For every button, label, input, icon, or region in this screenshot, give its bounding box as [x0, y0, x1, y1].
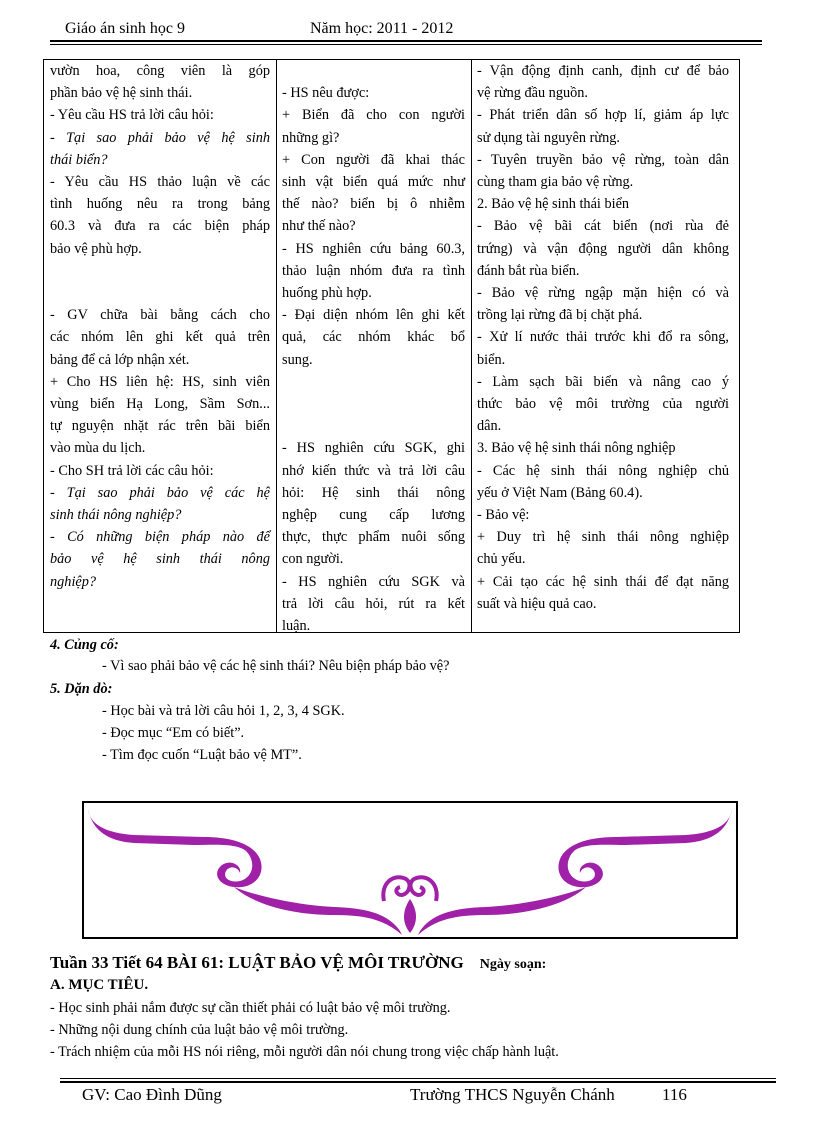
- table-line: biển.: [477, 351, 506, 368]
- column-divider: [471, 60, 472, 632]
- table-line: quả, các nhóm khác bổ: [282, 329, 465, 346]
- next-lesson-heading: [50, 953, 546, 973]
- teacher-activities-column: [50, 60, 270, 593]
- table-line: trồng lại rừng đã bị chặt phá.: [477, 307, 643, 324]
- table-line: những gì?: [282, 129, 340, 146]
- homework-title: 5. Dặn dò:: [50, 681, 113, 697]
- objectives-title: A. MỤC TIÊU.: [50, 977, 149, 993]
- table-line: - Bảo vệ bãi cát biển (nơi rùa đẻ: [477, 218, 729, 235]
- table-line: trả lời câu hỏi, rút ra kết: [282, 595, 465, 612]
- header-school-year: Năm học: 2011 - 2012: [310, 20, 454, 37]
- table-line: - Bảo vệ rừng ngập mặn hiện có và: [477, 285, 729, 302]
- consolidation-question: - Vì sao phải bảo vệ các hệ sinh thái? Nêu biện pháp bảo vệ?: [102, 658, 450, 674]
- table-line: suất và hiệu quả cao.: [477, 595, 597, 612]
- table-line: huống phù hợp.: [282, 285, 372, 302]
- table-line: - HS nêu được:: [282, 85, 370, 102]
- table-line: 60.3 và đưa ra các biện pháp: [50, 218, 270, 235]
- table-line: bảo vệ hệ sinh thái nông: [50, 551, 270, 568]
- content-column: [477, 60, 729, 615]
- table-line: hỏi: Hệ sinh thái nông: [282, 484, 465, 501]
- table-line: - Bảo vệ:: [477, 507, 530, 524]
- table-line: thái biển?: [50, 151, 108, 168]
- table-line: như thế nào?: [282, 218, 356, 235]
- table-line: bảng để cả lớp nhận xét.: [50, 351, 190, 368]
- table-line: - HS nghiên cứu bảng 60.3,: [282, 240, 465, 257]
- table-line: con người.: [282, 551, 344, 568]
- table-line: - Yêu cầu HS thảo luận về các: [50, 174, 270, 191]
- table-line: [50, 282, 270, 304]
- table-line: [50, 260, 270, 282]
- table-line: sinh vật biển quá mức như: [282, 174, 465, 190]
- table-line: vườn hoa, công viên là góp: [50, 63, 270, 79]
- table-line: nhớ kiến thức và trả lời câu: [282, 462, 465, 479]
- table-line: - Tại sao phải bảo vệ hệ sinh: [50, 129, 270, 146]
- table-line: + Biển đã cho con người: [282, 107, 465, 124]
- ornament-flourish: [84, 803, 736, 937]
- table-line: sử dụng tài nguyên rừng.: [477, 129, 620, 146]
- table-line: thực, thực phẩm nuôi sống: [282, 529, 465, 546]
- table-line: tự nguyện nhặt rác trên bãi biển: [50, 418, 270, 435]
- table-line: vào mùa du lịch.: [50, 440, 146, 457]
- table-line: - Phát triển dân số hợp lí, giảm áp lực: [477, 107, 729, 124]
- homework-item: - Đọc mục “Em có biết”.: [102, 725, 245, 741]
- table-line: - Các hệ sinh thái nông nghiệp chủ: [477, 462, 729, 479]
- table-line: đánh bắt rùa biển.: [477, 262, 580, 279]
- table-line: - GV chữa bài bằng cách cho: [50, 307, 270, 324]
- table-line: - Có những biện pháp nào để: [50, 529, 270, 546]
- table-line: [282, 393, 465, 415]
- table-line: luận.: [282, 618, 311, 635]
- objective-item: - Những nội dung chính của luật bảo vệ môi trường.: [50, 1022, 349, 1038]
- table-line: cùng tham gia bảo vệ rừng.: [477, 174, 634, 191]
- table-line: - Xử lí nước thải trước khi đổ ra sông,: [477, 329, 729, 346]
- table-line: nghệp cung cấp lương: [282, 507, 465, 523]
- table-line: bảo vệ phù hợp.: [50, 240, 142, 257]
- table-line: tình huống nêu ra trong bảng: [50, 196, 270, 213]
- table-line: chủ yếu.: [477, 551, 526, 568]
- table-line: - Đại diện nhóm lên ghi kết: [282, 307, 465, 324]
- table-line: - HS nghiên cứu SGK và: [282, 573, 465, 590]
- table-line: - Cho SH trả lời các câu hỏi:: [50, 462, 214, 479]
- table-line: dân.: [477, 418, 502, 435]
- table-line: - HS nghiên cứu SGK, ghi: [282, 440, 465, 457]
- table-line: - Yêu cầu HS trả lời câu hỏi:: [50, 107, 214, 124]
- footer-rule-thin: [60, 1078, 776, 1079]
- table-line: vệ rừng đầu nguồn.: [477, 85, 588, 102]
- preparation-date-label: Ngày soạn:: [479, 957, 547, 972]
- table-line: + Cho HS liên hệ: HS, sinh viên: [50, 373, 270, 390]
- header-rule: [50, 40, 762, 42]
- objective-item: - Học sinh phải nắm được sự cần thiết phải có luật bảo vệ môi trường.: [50, 1000, 451, 1016]
- table-line: - Tại sao phải bảo vệ các hệ: [50, 484, 270, 501]
- homework-item: - Tìm đọc cuốn “Luật bảo vệ MT”.: [102, 747, 302, 763]
- decorative-ornament-frame: [82, 801, 738, 939]
- table-line: yếu ở Việt Nam (Bảng 60.4).: [477, 484, 643, 501]
- table-line: [282, 60, 465, 82]
- header-rule-thin: [50, 44, 762, 45]
- lesson-table: [43, 59, 740, 633]
- table-line: nghiệp?: [50, 573, 97, 590]
- table-line: trứng) và vận động người dân không: [477, 240, 729, 257]
- lesson-title: Tuần 33 Tiết 64 BÀI 61: LUẬT BẢO VỆ MÔI TRƯỜNG: [50, 953, 464, 972]
- footer-rule: [60, 1081, 776, 1083]
- consolidation-title: 4. Củng cố:: [50, 637, 119, 653]
- table-line: + Duy trì hệ sinh thái nông nghiệp: [477, 529, 729, 546]
- table-line: 3. Bảo vệ hệ sinh thái nông nghiệp: [477, 440, 676, 457]
- footer-page-number: 116: [662, 1085, 687, 1104]
- table-line: phần bảo vệ hệ sinh thái.: [50, 85, 193, 102]
- footer-school: Trường THCS Nguyễn Chánh: [410, 1085, 615, 1104]
- objective-item: - Trách nhiệm của mỗi HS nói riêng, mỗi người dân nói chung trong việc chấp hành luật.: [50, 1044, 559, 1060]
- homework-item: - Học bài và trả lời câu hỏi 1, 2, 3, 4 SGK.: [102, 703, 345, 719]
- table-line: vùng biển Hạ Long, Sầm Sơn...: [50, 396, 270, 413]
- table-line: + Con người đã khai thác: [282, 151, 465, 168]
- table-line: 2. Bảo vệ hệ sinh thái biển: [477, 196, 630, 213]
- table-line: thức bảo vệ môi trường của người: [477, 396, 729, 413]
- table-line: [282, 371, 465, 393]
- student-activities-column: [282, 60, 465, 637]
- table-line: thế nào? biển bị ô nhiễm: [282, 196, 465, 213]
- table-line: sinh thái nông nghiệp?: [50, 507, 182, 524]
- table-line: [282, 415, 465, 437]
- table-line: - Vận động định canh, định cư để bảo: [477, 63, 729, 79]
- table-line: sung.: [282, 351, 313, 368]
- table-line: + Cải tạo các hệ sinh thái để đạt năng: [477, 573, 729, 590]
- column-divider: [276, 60, 277, 632]
- table-line: thảo luận nhóm đưa ra tình: [282, 262, 465, 279]
- footer-teacher: GV: Cao Đình Dũng: [82, 1085, 222, 1104]
- header-subject: Giáo án sinh học 9: [65, 20, 185, 37]
- table-line: các nhóm lên ghi kết quả trên: [50, 329, 270, 346]
- table-line: - Làm sạch bãi biển và nâng cao ý: [477, 373, 729, 390]
- table-line: - Tuyên truyền bảo vệ rừng, toàn dân: [477, 151, 729, 168]
